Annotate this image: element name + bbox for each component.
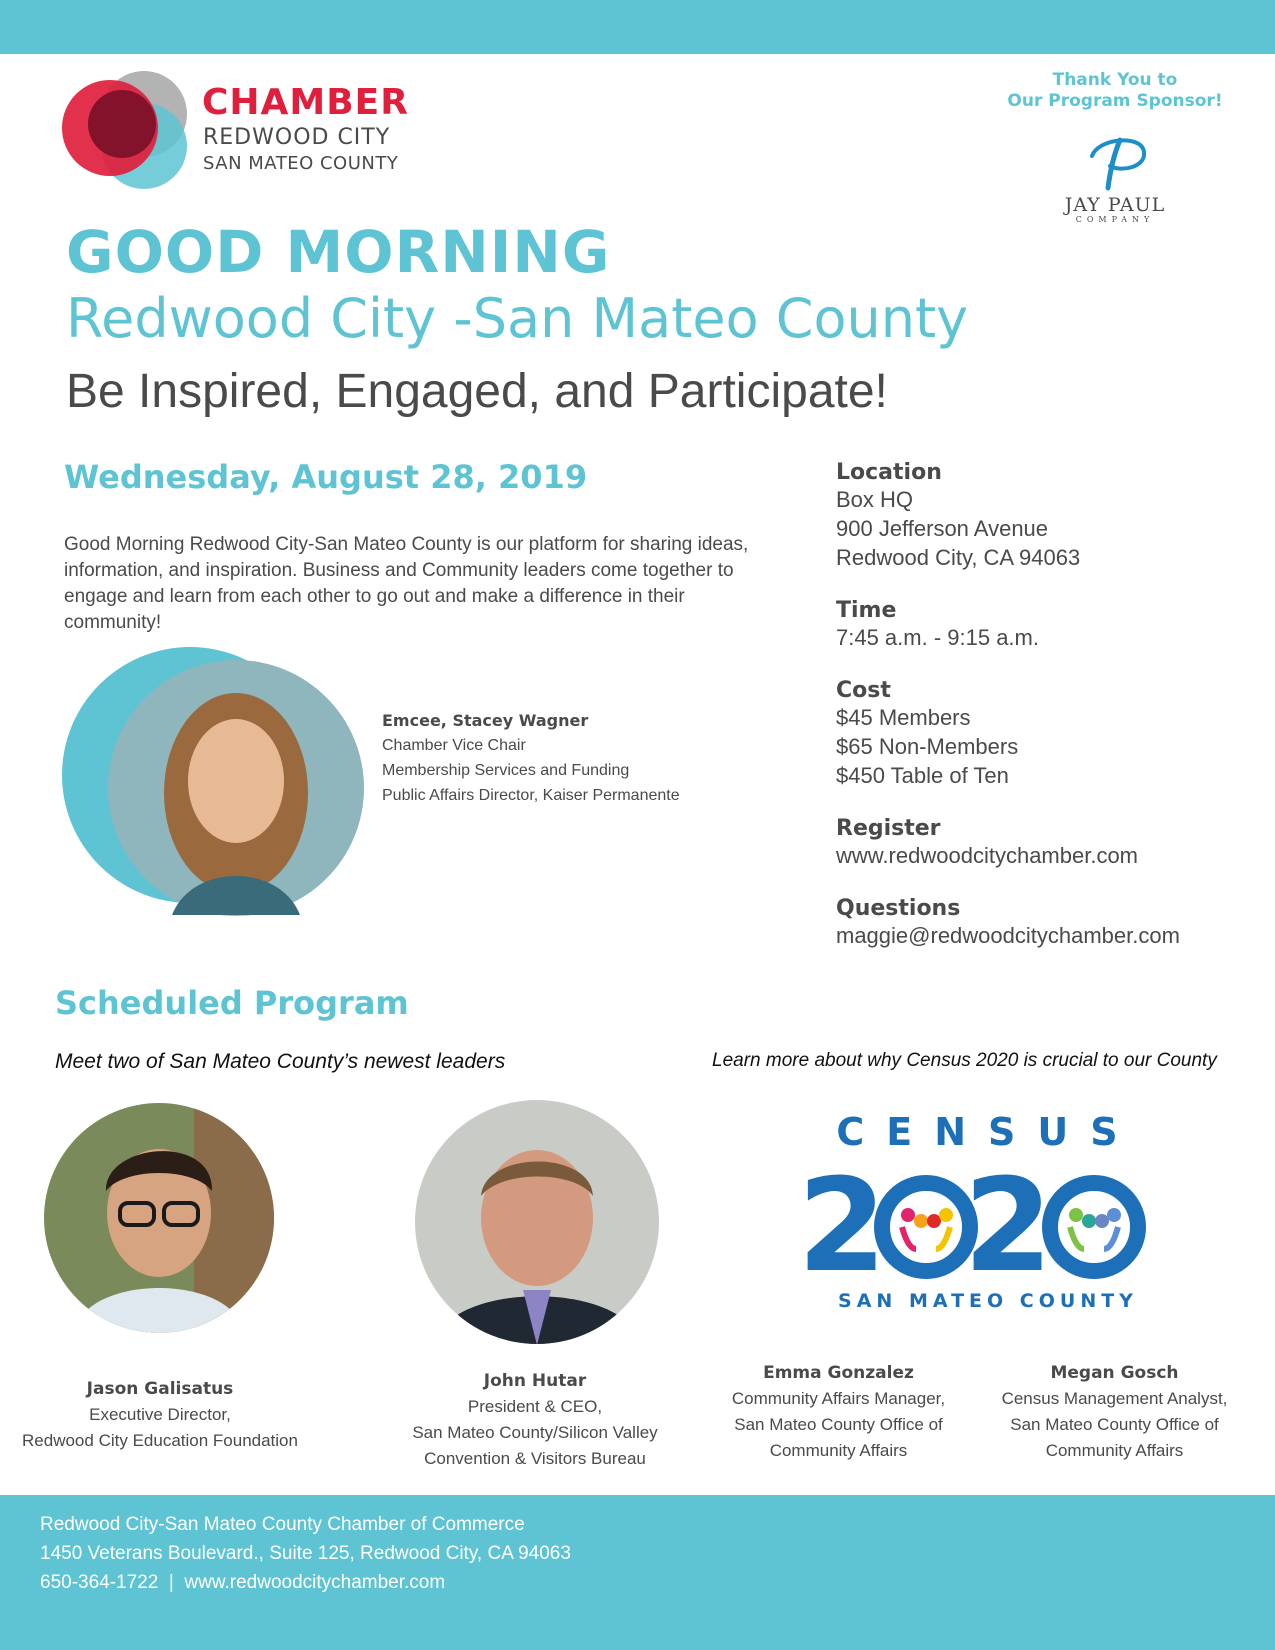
speaker-name: John Hutar: [483, 1371, 587, 1391]
census-year-digit: 2: [797, 1152, 887, 1301]
cost-line: $65 Non-Members: [836, 734, 1019, 759]
speaker-title: San Mateo County/Silicon Valley: [412, 1423, 658, 1442]
speaker-title: Convention & Visitors Bureau: [424, 1449, 646, 1468]
speaker-title: Community Affairs Manager,: [731, 1389, 946, 1408]
location-line: Box HQ: [836, 487, 914, 512]
speaker-jason: [10, 1376, 310, 1454]
logo-chamber-text: CHAMBER: [202, 82, 409, 123]
event-date: Wednesday, August 28, 2019: [64, 458, 588, 496]
program-subheading-leaders: Meet two of San Mateo County’s newest leaders: [55, 1050, 506, 1073]
census-year-digit: 2: [963, 1152, 1053, 1301]
time-value: 7:45 a.m. - 9:15 a.m.: [836, 625, 1039, 650]
sponsor-sub: COMPANY: [1075, 215, 1155, 224]
register-label: Register: [836, 816, 941, 841]
location-line: 900 Jefferson Avenue: [836, 516, 1049, 541]
speaker-john: [385, 1368, 685, 1472]
speaker-photo-jason: [44, 1103, 274, 1333]
census-word: CENSUS: [836, 1110, 1140, 1154]
headline-good-morning: GOOD MORNING: [66, 218, 611, 286]
intro-paragraph: Good Morning Redwood City-San Mateo County is our platform for sharing ideas, information, and inspiration. Business and Community leaders come together to engage and learn from each other to go out and make a difference in their community!: [64, 534, 749, 633]
speaker-megan: [982, 1360, 1247, 1464]
emcee-photo: [62, 653, 362, 923]
speaker-title: Redwood City Education Foundation: [22, 1431, 298, 1450]
census-2020-logo: [797, 1110, 1168, 1315]
jay-paul-logo-icon: [1080, 134, 1150, 192]
questions-label: Questions: [836, 896, 961, 921]
speaker-emma: [706, 1360, 971, 1464]
sponsor-thanks-line2: Our Program Sponsor!: [1007, 91, 1223, 111]
speaker-title: Executive Director,: [89, 1405, 231, 1424]
emcee-title: Membership Services and Funding: [382, 762, 630, 779]
cost-line: $450 Table of Ten: [836, 763, 1009, 788]
speaker-photo-john: [415, 1100, 660, 1345]
location-label: Location: [836, 460, 942, 485]
sponsor-name: JAY PAUL: [1064, 194, 1166, 216]
headline-tagline: Be Inspired, Engaged, and Participate!: [66, 365, 888, 418]
footer-org-name: Redwood City-San Mateo County Chamber of Commerce: [40, 1514, 525, 1535]
emcee-title: Public Affairs Director, Kaiser Permanente: [382, 787, 680, 804]
emcee-title: Chamber Vice Chair: [382, 737, 526, 754]
details-column: [836, 460, 1180, 950]
sponsor-thanks-line1: Thank You to: [1052, 70, 1178, 90]
sponsor-thanks: [985, 70, 1245, 112]
register-link[interactable]: www.redwoodcitychamber.com: [836, 843, 1139, 868]
speaker-name: Emma Gonzalez: [763, 1363, 914, 1383]
headline-location: Redwood City -San Mateo County: [66, 287, 969, 350]
logo-city-text: REDWOOD CITY: [203, 125, 391, 150]
footer-address: 1450 Veterans Boulevard., Suite 125, Redwood City, CA 94063: [40, 1543, 571, 1564]
speaker-title: San Mateo County Office of: [734, 1415, 943, 1434]
top-banner: [0, 0, 1275, 54]
program-subheading-census: Learn more about why Census 2020 is crucial to our County: [712, 1050, 1217, 1071]
footer-contact: [40, 1510, 571, 1597]
emcee-info: [382, 708, 680, 808]
people-icon: [901, 1208, 953, 1249]
cost-line: $45 Members: [836, 705, 971, 730]
emcee-name: Emcee, Stacey Wagner: [382, 711, 589, 730]
speaker-title: San Mateo County Office of: [1010, 1415, 1219, 1434]
speaker-title: President & CEO,: [467, 1397, 603, 1416]
speaker-title: Community Affairs: [1045, 1441, 1184, 1460]
people-icon: [1069, 1208, 1121, 1249]
speaker-title: Census Management Analyst,: [1001, 1389, 1228, 1408]
time-label: Time: [836, 598, 897, 623]
location-line: Redwood City, CA 94063: [836, 545, 1081, 570]
program-heading: Scheduled Program: [55, 984, 409, 1022]
logo-county-text: SAN MATEO COUNTY: [203, 153, 399, 174]
cost-label: Cost: [836, 678, 891, 703]
questions-email[interactable]: maggie@redwoodcitychamber.com: [836, 923, 1180, 948]
chamber-logo-mark: [60, 66, 190, 192]
speaker-name: Megan Gosch: [1050, 1363, 1179, 1383]
speaker-name: Jason Galisatus: [86, 1379, 234, 1399]
speaker-title: Community Affairs: [769, 1441, 908, 1460]
census-county: SAN MATEO COUNTY: [838, 1290, 1138, 1312]
footer-phone-web[interactable]: 650-364-1722 | www.redwoodcitychamber.com: [40, 1572, 446, 1593]
